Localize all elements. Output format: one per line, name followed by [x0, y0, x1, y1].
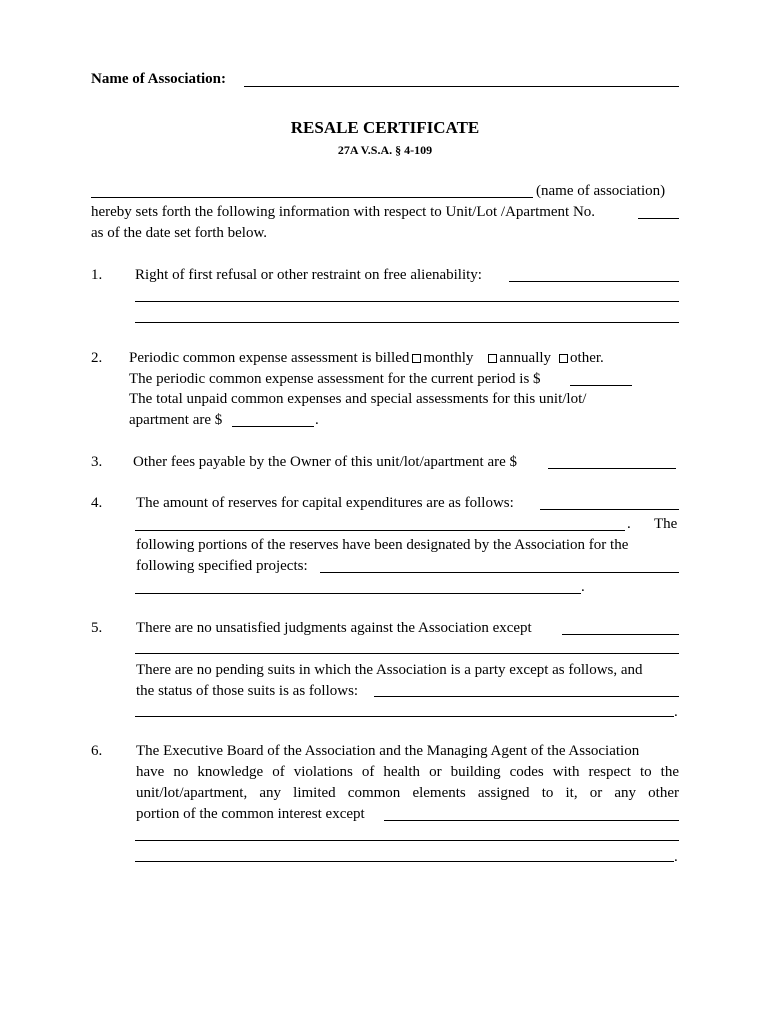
code-violations-field[interactable] — [384, 804, 679, 821]
other-label: other. — [570, 350, 604, 366]
item-text: portion of the common interest except — [136, 806, 365, 822]
monthly-checkbox[interactable] — [412, 354, 421, 363]
code-violations-continuation[interactable] — [135, 845, 674, 862]
item-text: There are no pending suits in which the Association is a party except as follows, and — [136, 662, 643, 678]
designated-projects-continuation[interactable] — [135, 577, 581, 594]
item-number: 4. — [91, 495, 103, 511]
period-mark: . — [674, 704, 678, 720]
item-text: following portions of the reserves have been designated by the Association for the — [136, 537, 629, 553]
item-text: Other fees payable by the Owner of this unit/lot/apartment are $ — [133, 454, 518, 470]
item-number: 6. — [91, 743, 103, 759]
statute-reference: 27A V.S.A. § 4-109 — [337, 143, 433, 157]
association-name-field[interactable] — [244, 70, 679, 87]
designated-projects-field[interactable] — [320, 556, 679, 573]
pending-suits-field[interactable] — [374, 680, 679, 697]
item-number: 1. — [91, 267, 103, 283]
code-violations-line[interactable] — [135, 840, 679, 841]
billing-line — [129, 349, 604, 367]
annually-checkbox[interactable] — [488, 354, 497, 363]
item-text: The total unpaid common expenses and special assessments for this unit/lot/ — [129, 391, 587, 407]
item-text: Periodic common expense assessment is billed — [129, 350, 410, 366]
association-name-blank[interactable] — [91, 181, 533, 198]
item-text: The — [654, 516, 678, 532]
period-mark: . — [674, 849, 678, 865]
restraint-line[interactable] — [135, 301, 679, 302]
association-name-label: Name of Association: — [91, 71, 226, 87]
judgments-field[interactable] — [562, 618, 679, 635]
restraint-line[interactable] — [135, 322, 679, 323]
period-mark: . — [315, 412, 319, 428]
item-text: following specified projects: — [136, 558, 308, 574]
item-number: 5. — [91, 620, 103, 636]
page-title: RESALE CERTIFICATE — [290, 118, 480, 137]
other-checkbox[interactable] — [559, 354, 568, 363]
period-mark: . — [581, 579, 585, 595]
item-number: 3. — [91, 454, 103, 470]
item-text: the status of those suits is as follows: — [136, 683, 359, 699]
reserves-continuation-field[interactable] — [135, 514, 625, 531]
period-mark: . — [627, 516, 631, 532]
other-fees-field[interactable] — [548, 452, 676, 469]
unpaid-expenses-field[interactable] — [232, 410, 314, 427]
item-text: The periodic common expense assessment for the current period is $ — [129, 371, 541, 387]
item-text: There are no unsatisfied judgments against the Association except — [136, 620, 532, 636]
item-number: 2. — [91, 350, 103, 366]
item-text: The amount of reserves for capital expenditures are as follows: — [136, 495, 514, 511]
monthly-label: monthly — [423, 350, 474, 366]
intro-line: as of the date set forth below. — [91, 225, 268, 241]
periodic-assessment-field[interactable] — [570, 369, 632, 386]
name-of-association-hint: (name of association) — [536, 183, 666, 199]
judgments-line[interactable] — [135, 653, 679, 654]
restraint-field[interactable] — [509, 265, 679, 282]
item-text: Right of first refusal or other restraint on free alienability: — [135, 267, 482, 283]
item-text: apartment are $ — [129, 412, 223, 428]
reserves-field[interactable] — [540, 493, 679, 510]
intro-line: hereby sets forth the following information with respect to Unit/Lot /Apartment No. — [91, 204, 596, 220]
unit-number-field[interactable] — [638, 202, 679, 219]
annually-label: annually — [499, 350, 552, 366]
item-text: unit/lot/apartment, any limited common elements assigned to it, or any other — [136, 785, 679, 801]
pending-suits-continuation[interactable] — [135, 700, 674, 717]
item-text: have no knowledge of violations of health or building codes with respect to the — [136, 764, 679, 780]
item-text: The Executive Board of the Association and the Managing Agent of the Association — [136, 743, 640, 759]
